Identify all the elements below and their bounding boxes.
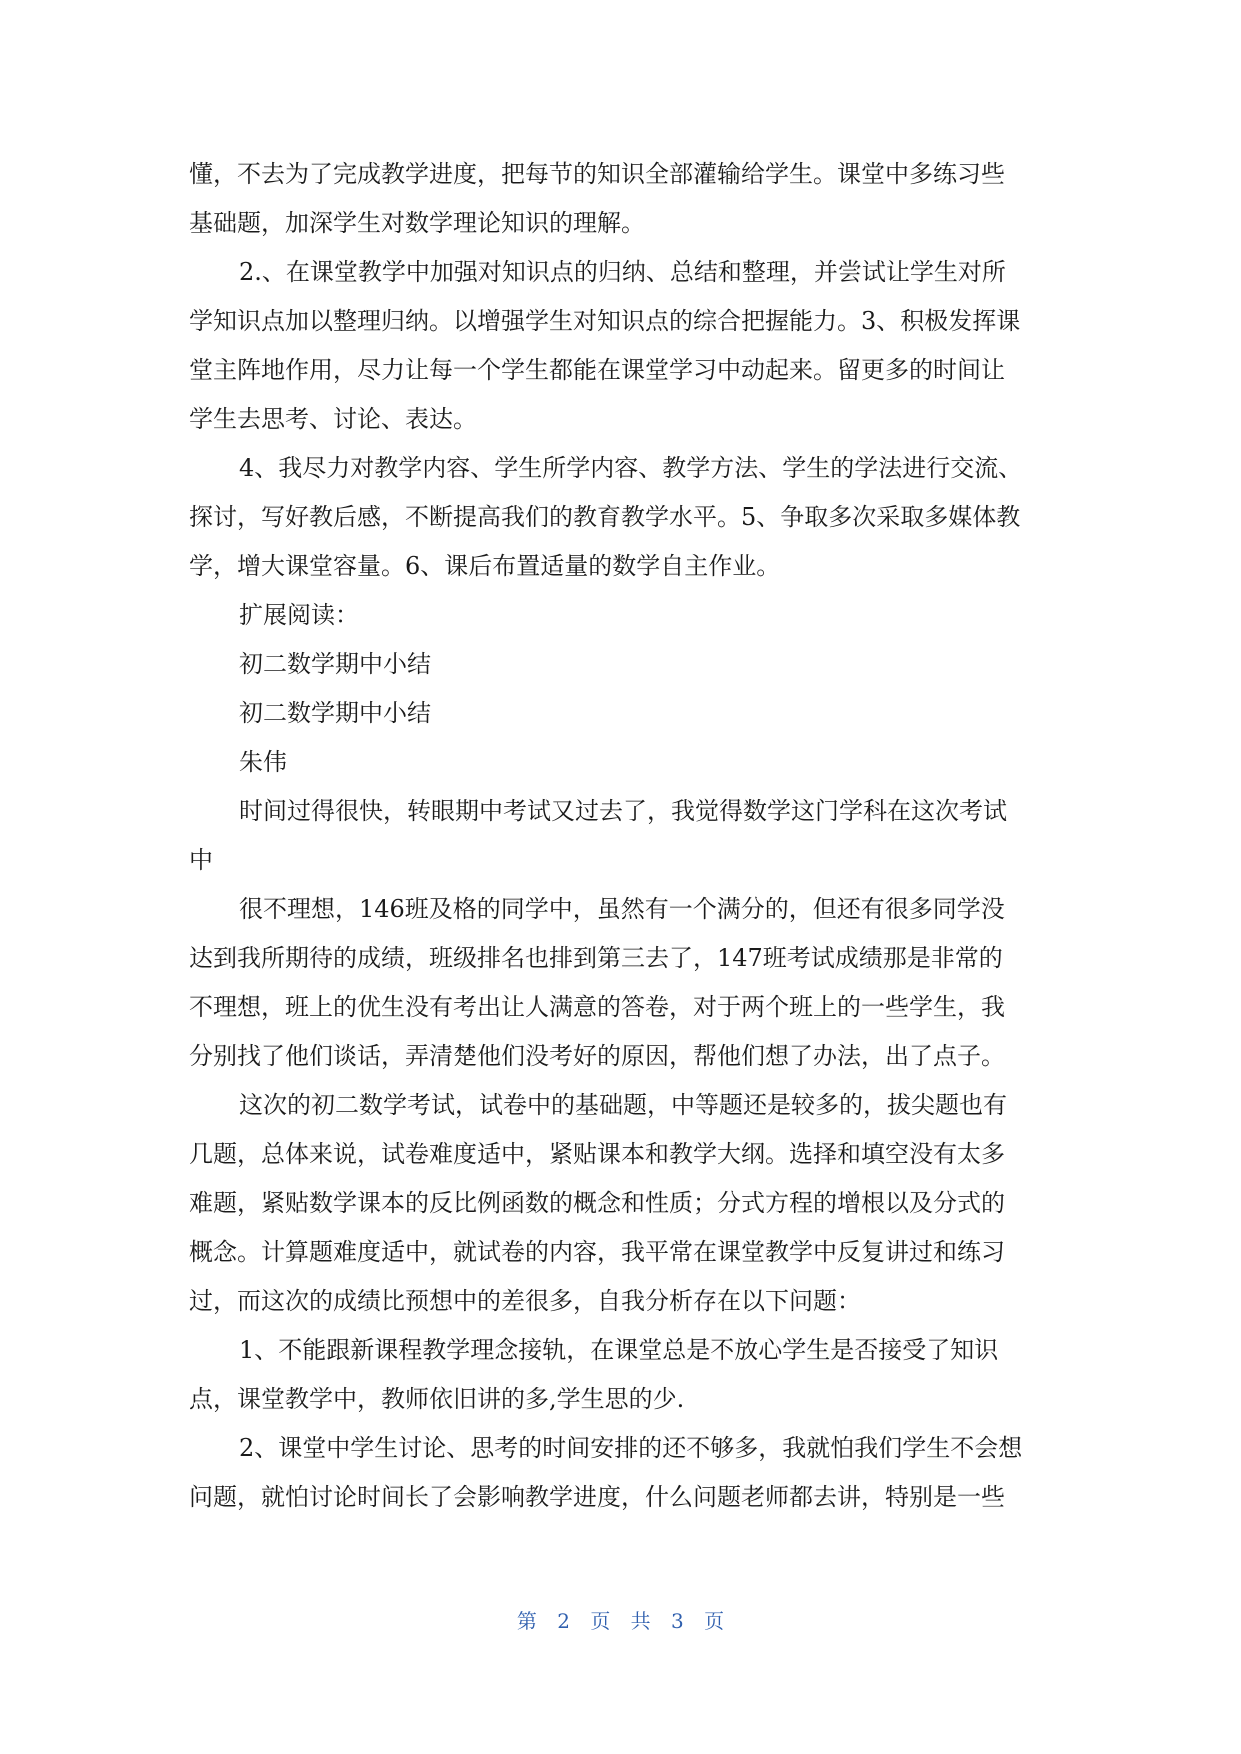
text-line: 朱伟 (239, 748, 287, 776)
text-line: 学，增大课堂容量。6、课后布置适量的数学自主作业。 (189, 552, 781, 580)
text-line: 扩展阅读： (239, 601, 359, 629)
text-line: 点，课堂教学中，教师依旧讲的多,学生思的少. (189, 1385, 685, 1413)
text-line: 问题，就怕讨论时间长了会影响教学进度，什么问题老师都去讲，特别是一些 (189, 1483, 1005, 1511)
text-line: 不理想，班上的优生没有考出让人满意的答卷，对于两个班上的一些学生，我 (189, 993, 1005, 1021)
text-line: 2.、在课堂教学中加强对知识点的归纳、总结和整理，并尝试让学生对所 (239, 258, 1006, 286)
text-line: 达到我所期待的成绩，班级排名也排到第三去了，147班考试成绩那是非常的 (189, 944, 1003, 972)
text-line: 几题，总体来说，试卷难度适中，紧贴课本和教学大纲。选择和填空没有太多 (189, 1140, 1005, 1168)
text-line: 4、我尽力对教学内容、学生所学内容、教学方法、学生的学法进行交流、 (239, 454, 1023, 482)
text-line: 很不理想，146班及格的同学中，虽然有一个满分的，但还有很多同学没 (239, 895, 1005, 923)
text-line: 学生去思考、讨论、表达。 (189, 405, 477, 433)
text-line: 探讨，写好教后感，不断提高我们的教育教学水平。5、争取多次采取多媒体教 (189, 503, 1021, 531)
text-line: 1、不能跟新课程教学理念接轨，在课堂总是不放心学生是否接受了知识 (239, 1336, 999, 1364)
text-line: 初二数学期中小结 (239, 699, 431, 727)
document-body (189, 150, 1059, 1522)
text-line: 分别找了他们谈话，弄清楚他们没考好的原因，帮他们想了办法，出了点子。 (189, 1042, 1005, 1070)
text-line: 懂，不去为了完成教学进度，把每节的知识全部灌输给学生。课堂中多练习些 (189, 160, 1005, 188)
text-line: 时间过得很快，转眼期中考试又过去了，我觉得数学这门学科在这次考试 (239, 797, 1007, 825)
text-line: 过，而这次的成绩比预想中的差很多，自我分析存在以下问题： (189, 1287, 861, 1315)
text-line: 堂主阵地作用，尽力让每一个学生都能在课堂学习中动起来。留更多的时间让 (189, 356, 1005, 384)
text-line: 基础题，加深学生对数学理论知识的理解。 (189, 209, 645, 237)
text-line: 难题，紧贴数学课本的反比例函数的概念和性质；分式方程的增根以及分式的 (189, 1189, 1005, 1217)
text-line: 初二数学期中小结 (239, 650, 431, 678)
text-line: 这次的初二数学考试，试卷中的基础题，中等题还是较多的，拔尖题也有 (239, 1091, 1007, 1119)
text-line: 概念。计算题难度适中，就试卷的内容，我平常在课堂教学中反复讲过和练习 (189, 1238, 1005, 1266)
text-line: 中 (189, 846, 213, 874)
text-line: 2、课堂中学生讨论、思考的时间安排的还不够多，我就怕我们学生不会想 (239, 1434, 1023, 1462)
page-number-footer: 第 2 页 共 3 页 (516, 1609, 725, 1633)
text-line: 学知识点加以整理归纳。以增强学生对知识点的综合把握能力。3、积极发挥课 (189, 307, 1021, 335)
